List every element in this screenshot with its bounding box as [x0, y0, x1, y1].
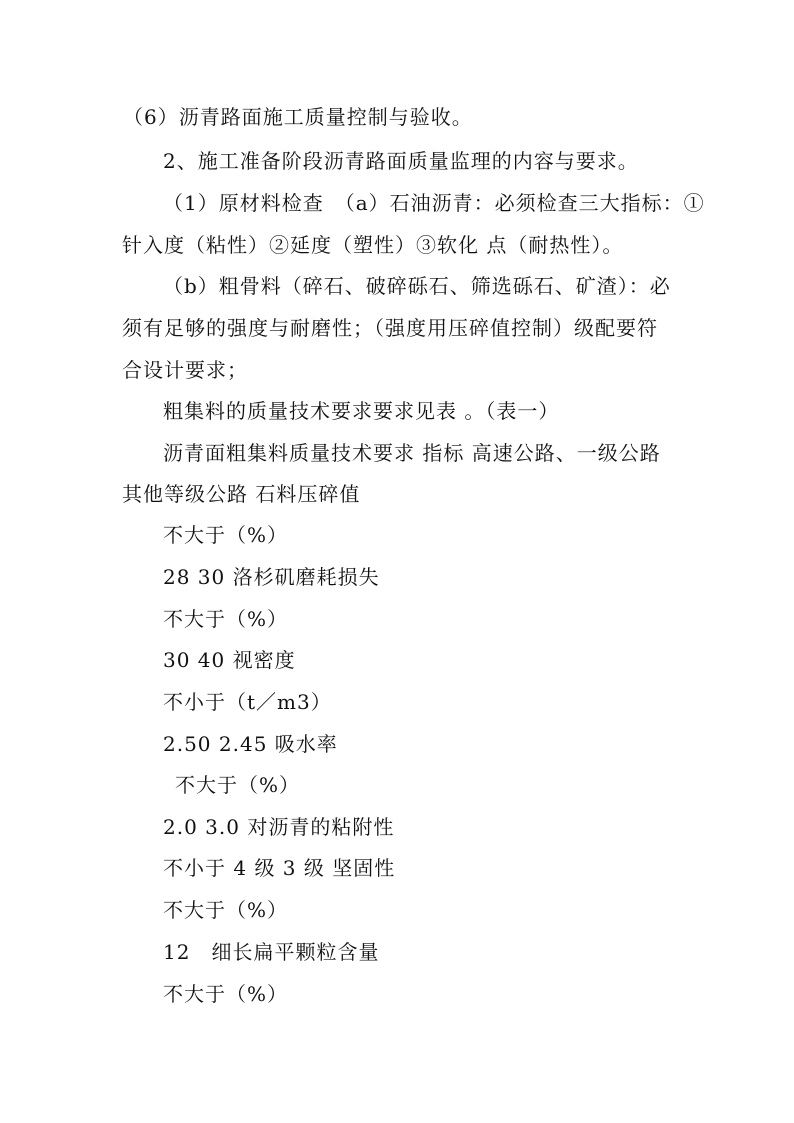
- section-heading: 2、施工准备阶段沥青路面质量监理的内容与要求。: [163, 149, 639, 173]
- paragraph-line: 针入度（粘性）②延度（塑性）③软化 点（耐热性）。: [122, 233, 624, 257]
- table-text-line: 不小于（t／m3）: [163, 690, 332, 714]
- table-text-line: 不大于（%）: [163, 898, 289, 922]
- table-text-line: 不大于（%）: [163, 523, 289, 547]
- table-text-line: 不大于（%）: [163, 607, 289, 631]
- paragraph-line: 合设计要求；: [122, 358, 248, 382]
- paragraph-line: （6）沥青路面施工质量控制与验收。: [123, 105, 473, 129]
- table-text-line: 28 30 洛杉矶磨耗损失: [163, 565, 380, 589]
- table-header-line: 沥青面粗集料质量技术要求 指标 高速公路、一级公路: [163, 441, 661, 465]
- table-text-line: 12 细长扁平颗粒含量: [163, 940, 380, 964]
- paragraph-line: （b）粗骨料（碎石、破碎砾石、筛选砾石、矿渣）：必: [163, 274, 671, 298]
- table-text-line: 不小于 4 级 3 级 坚固性: [163, 856, 396, 880]
- paragraph-line: 须有足够的强度与耐磨性；（强度用压碎值控制）级配要符: [122, 316, 658, 340]
- table-text-line: 2.50 2.45 吸水率: [163, 732, 338, 756]
- table-text-line: 2.0 3.0 对沥青的粘附性: [163, 815, 395, 839]
- table-text-line: 不大于（%）: [175, 773, 301, 797]
- paragraph-line: 粗集料的质量技术要求要求见表 。（表一）: [163, 399, 560, 423]
- table-text-line: 不大于（%）: [163, 982, 289, 1006]
- paragraph-line: （1）原材料检查 （a）石油沥青：必须检查三大指标：①: [163, 191, 705, 215]
- table-text-line: 30 40 视密度: [163, 648, 296, 672]
- table-header-line: 其他等级公路 石料压碎值: [122, 482, 361, 506]
